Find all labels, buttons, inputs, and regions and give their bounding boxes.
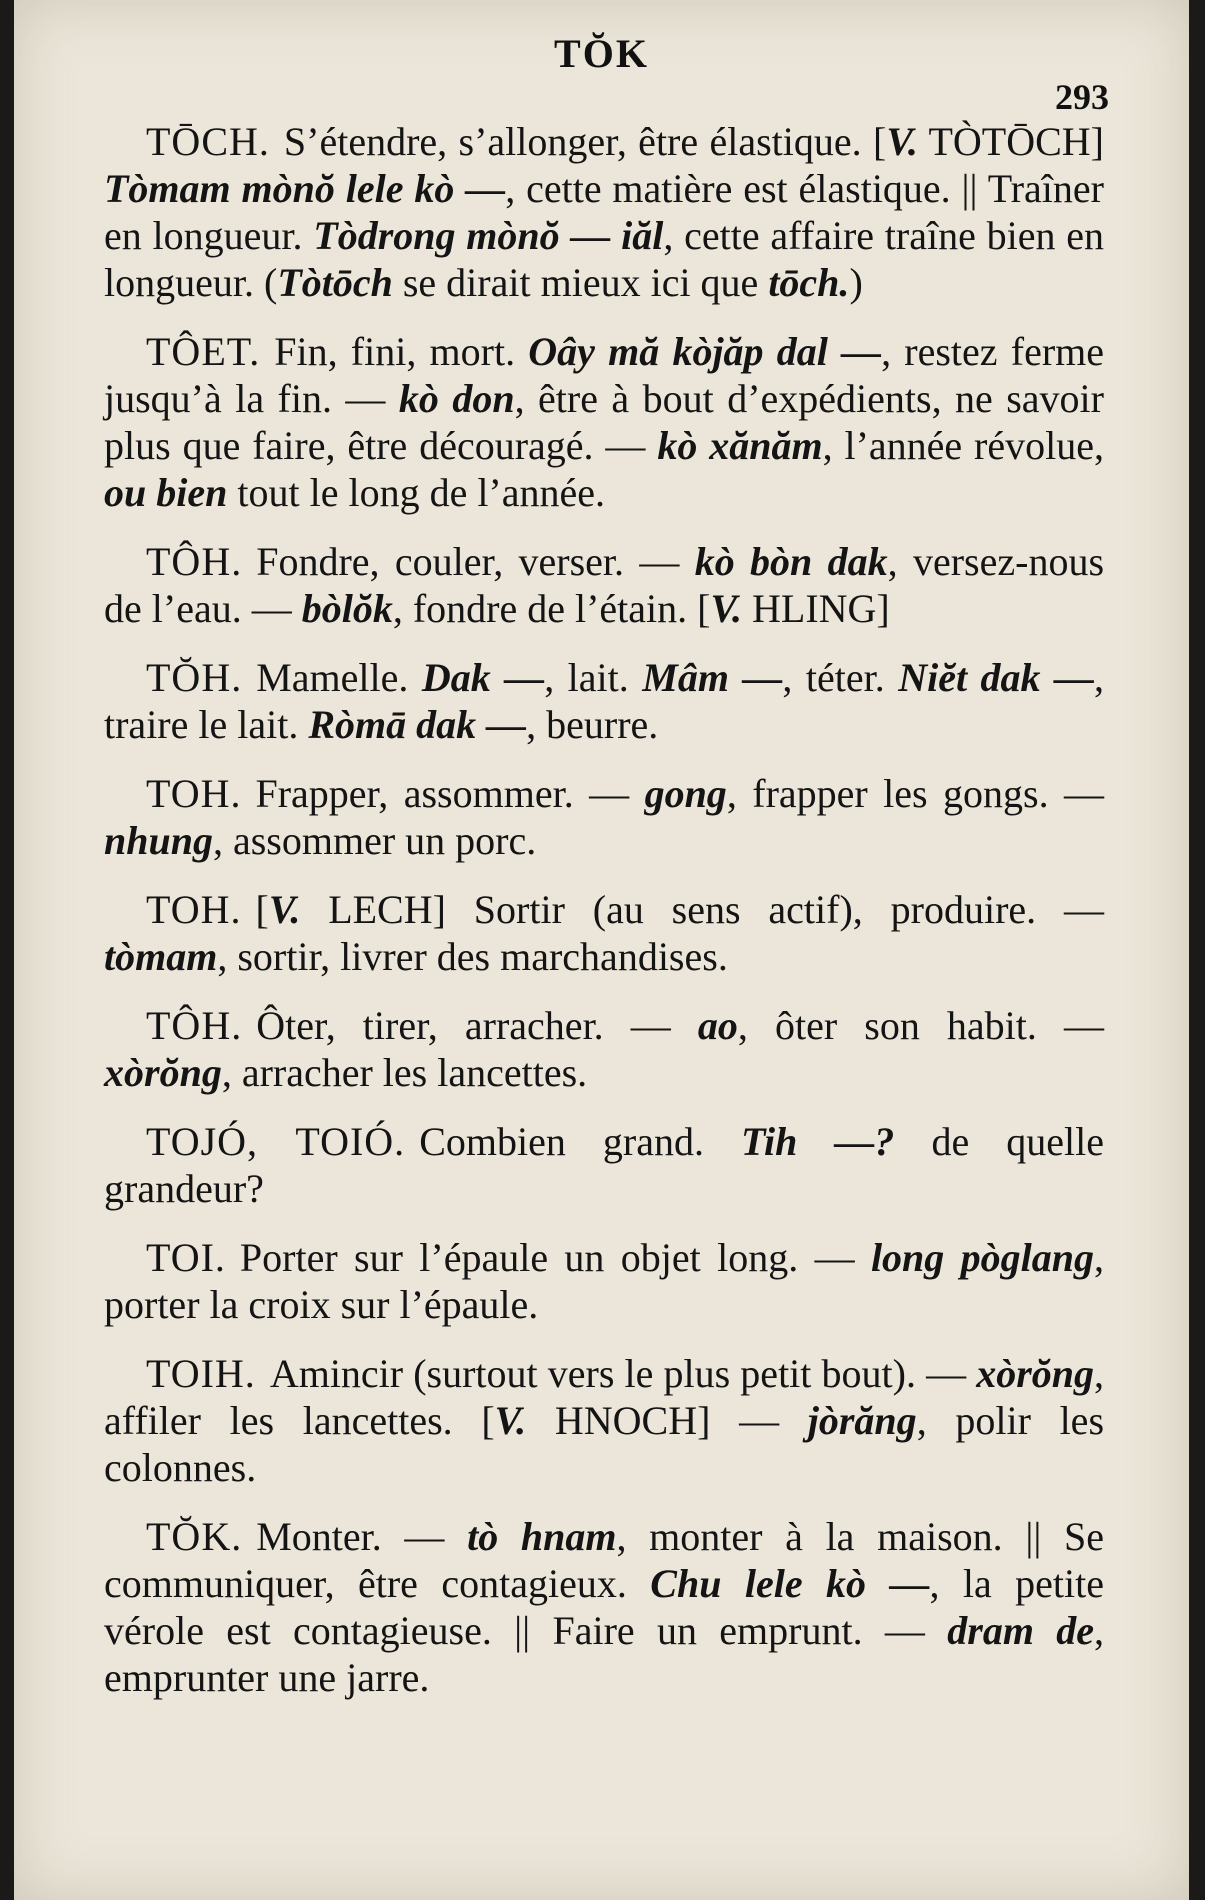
entry-example-italic: kò don (398, 376, 515, 421)
entry-example-italic: Tòtōch (277, 260, 393, 305)
entry-definition-text: Combien grand. (419, 1119, 742, 1164)
entry-example-italic: Oây mă kòjăp dal — (528, 329, 882, 374)
entry-definition-text: , restez ferme jusqu’à la fin. — (104, 329, 1105, 421)
entry-definition-text: , sortir, livrer des marchandises. (217, 934, 728, 979)
entry-definition-text: , monter à la maison. || Se communiquer, être contagieux. (104, 1514, 1105, 1606)
entry-definition-text: Monter. — (256, 1514, 468, 1559)
entry-definition-text: , être à bout d’expédients, ne savoir plus que faire, être découragé. — (104, 376, 1104, 468)
dictionary-entry (104, 654, 1104, 748)
entry-example-italic: ou bien (104, 470, 228, 515)
entry-definition-text: , l’année révolue, (822, 423, 1104, 468)
dictionary-entry (104, 1513, 1104, 1701)
entry-definition-text: , emprunter une jarre. (104, 1608, 1105, 1700)
entry-definition-text: S’étendre, s’allonger, être élastique. [ (283, 119, 887, 164)
entry-headword: TOIH. (146, 1351, 256, 1396)
entry-example-italic: V. (710, 586, 742, 631)
entry-definition-text: tout le long de l’année. (227, 470, 606, 515)
entry-example-italic: V. (886, 119, 918, 164)
dictionary-page (14, 0, 1189, 1900)
entry-definition-text: , la petite vérole est contagieuse. || Faire un emprunt. — (104, 1561, 1104, 1653)
entry-definition-text: [ (255, 887, 269, 932)
entry-definition-text: HNOCH] — (526, 1398, 808, 1443)
entry-example-italic: gong (644, 771, 727, 816)
entry-example-italic: Tih —? (741, 1119, 895, 1164)
entry-example-italic: xòrŏng (104, 1050, 222, 1095)
entry-definition-text: , porter la croix sur l’épaule. (104, 1235, 1105, 1327)
entry-example-italic: Mâm — (642, 655, 783, 700)
entry-example-italic: V. (494, 1398, 527, 1443)
entry-example-italic: Tòdrong mònŏ — iăl (313, 213, 664, 258)
entry-headword: TOH. (146, 887, 242, 932)
page-number: 293 (1055, 77, 1109, 117)
dictionary-entry (104, 1118, 1104, 1212)
dictionary-entry (104, 1234, 1104, 1328)
entry-definition-text: Mamelle. (256, 655, 422, 700)
entry-example-italic: bòlŏk (301, 586, 393, 631)
entry-definition-text: Frapper, assommer. — (255, 771, 645, 816)
dictionary-entry (104, 1350, 1104, 1491)
entry-example-italic: jòrăng (807, 1398, 917, 1443)
entry-definition-text: , téter. (782, 655, 899, 700)
entry-headword: TÔH. (146, 1003, 243, 1048)
entry-example-italic: kò bòn dak (694, 539, 888, 584)
entry-definition-text: , polir les colonnes. (104, 1398, 1105, 1490)
entry-example-italic: tòmam (104, 934, 218, 979)
entry-headword: TŎK. (146, 1514, 243, 1559)
entry-definition-text: Amincir (surtout vers le plus petit bout). — (269, 1351, 977, 1396)
entry-headword: TOI. (146, 1235, 226, 1280)
entry-definition-text: LECH] Sortir (au sens actif), produire. — (300, 887, 1104, 932)
running-head: TŎK (554, 31, 649, 76)
dictionary-entry (104, 328, 1104, 516)
entry-definition-text: , fondre de l’étain. [ (392, 586, 711, 631)
entry-definition-text: TÒTŌCH] (917, 119, 1104, 164)
entry-example-italic: Chu lele kò — (650, 1561, 930, 1606)
entry-example-italic: tōch. (768, 260, 850, 305)
entry-definition-text: , assommer un porc. (212, 818, 537, 863)
entry-headword: TŎH. (146, 655, 243, 700)
entry-headword: TÔET. (146, 329, 261, 374)
entry-example-italic: Dak — (421, 655, 545, 700)
entry-example-italic: xòrŏng (976, 1351, 1094, 1396)
entry-headword: TŌCH. (146, 119, 270, 164)
entry-example-italic: long pòglang (870, 1235, 1095, 1280)
entry-definition-text: , arracher les lancettes. (221, 1050, 588, 1095)
entry-example-italic: tò hnam (467, 1514, 617, 1559)
entry-definition-text: , cette affaire traîne bien en longueur. ( (104, 213, 1104, 305)
entry-example-italic: ao (697, 1003, 738, 1048)
entry-headword: TOJÓ, TOIÓ. (146, 1119, 406, 1164)
dictionary-entry (104, 886, 1104, 980)
entry-definition-text: HLING] (742, 586, 890, 631)
entries-list (104, 118, 1104, 1723)
entry-definition-text: Fin, fini, mort. (274, 329, 529, 374)
entry-definition-text: Fondre, couler, verser. — (256, 539, 695, 584)
entry-definition-text: Ôter, tirer, arracher. — (256, 1003, 698, 1048)
entry-example-italic: V. (268, 887, 301, 932)
entry-definition-text: de quelle grandeur? (104, 1119, 1104, 1211)
entry-example-italic: kò xănăm (657, 423, 823, 468)
entry-definition-text: , versez-nous de l’eau. — (104, 539, 1105, 631)
entry-definition-text: , frapper les gongs. — (726, 771, 1105, 816)
entry-headword: TOH. (146, 771, 242, 816)
dictionary-entry (104, 538, 1104, 632)
entry-definition-text: Porter sur l’épaule un objet long. — (239, 1235, 871, 1280)
entry-definition-text: se dirait mieux ici que (392, 260, 769, 305)
entry-definition-text: , beurre. (526, 702, 659, 747)
entry-definition-text: , ôter son habit. — (737, 1003, 1104, 1048)
entry-definition-text: , traire le lait. (104, 655, 1105, 747)
dictionary-entry (104, 1002, 1104, 1096)
entry-example-italic: dram de (947, 1608, 1095, 1653)
dictionary-entry (104, 770, 1104, 864)
entry-definition-text: , affiler les lancettes. [ (104, 1351, 1104, 1443)
dictionary-entry (104, 118, 1104, 306)
entry-example-italic: Niĕt dak — (898, 655, 1095, 700)
entry-example-italic: Ròmā dak — (308, 702, 527, 747)
entry-example-italic: Tòmam mònŏ lele kò — (104, 166, 506, 211)
entry-definition-text: , cette matière est élastique. || Traîner en longueur. (104, 166, 1104, 258)
entry-example-italic: nhung (104, 818, 213, 863)
entry-definition-text: , lait. (544, 655, 643, 700)
entry-definition-text: ) (849, 260, 863, 305)
entry-headword: TÔH. (146, 539, 243, 584)
